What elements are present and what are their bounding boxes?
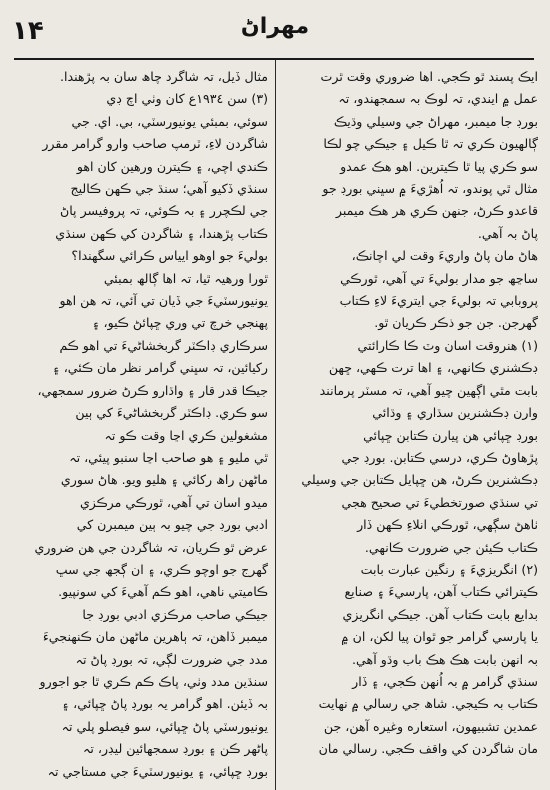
right-text-column [284, 66, 538, 790]
paragraph: (١) ھنروقت اسان وٽ ڪا ڪارائتي ڊڪشنري ڪانھي، ۽ اھا ترت ڪھي، ڇھن بابت مٿي اڳھين چيو آھي، تہ مسٽر پرمانند وارن ڊڪشنرين سڌاري ۽ وڌائي بورڊ ڇپائي ھن پيارن ڪتابن ڇپائي پڙھاوڻ ڪري، درسي ڪتابن. بورڊ جي ڊڪشنرين ڪرڻ، ھن ڇپايل ڪتابن جي وسيلي تي سنڌي صورتخطيءَ تي صحيح ھجي ٺاھڻ سڳھي، ٿورڪي انلاءِ ڪھن ڏار ڪتاب ڪيئن جي ضرورت ڪانھي. [301, 337, 538, 555]
paragraph: ايڪ پسند ٿو ڪجي. اھا ضروري وقت ٿرت عمل ۾ ايندي، تہ لوڪ بہ سمجھندو، تہ بورڊ جا ميمبر، مھراڻ جي وسيلي وڌيڪ ڳالھيون ڪري تہ ٿا ڪيل ۽ جيڪي چو لڪا سو ڪري پيا ٿا ڪيترين. اھو ھڪ عمدو مثال ٿي پوندو، تہ اُھڙيءَ ۾ سڀني بورڊ جو قاعدو ڪرڻ، جنھن ڪري ھر ھڪ ميمبر پاڻ بہ آھي. [320, 69, 538, 241]
paragraph: (٣) سن ١٩٣٤ع کان وٺي اچ ڊي سوئي، بمبئي يونيورسٽي، بي. اي. جي شاگردن لاءِ، ٽرمپ صاحب وارو گرامر مقرر ڪندي اچي، ۽ ڪيترن ورھين کان اھو سنڌي ڏکيو آھي؛ سنڌ جي ڪھن ڪاليج جي لڪچرر ۽ بہ ڪوئي، تہ پروفيسر پاڻ ڪتاب پڙھندا، ۽ شاگردن کي ڪھن سنڌي بوليءَ جو اوھو ايياس ڪرائي سگھندا؟ ٿورا ورھيہ ٿيا، تہ اھا ڳالھ بمبئي يونيورسٽيءَ جي ڏيان تي آئي، تہ ھن اھو پھنجي خرچ تي وري ڇپائڻ ڪيو، ۽ سرڪاري ڊاڪٽر گربخشاڻيءَ تي اھو ڪم رکيائين، تہ سڀني گرامر نظر مان ڪئي، ۽ جيڪا قدر قار ۽ واڌارو ڪرڻ ضرور سمجھي، سو ڪري. ڊاڪٽر گربخشاڻيءَ کي ٻين مشغولين ڪري اڃا وقت ڪو تہ ٿي مليو ۽ ھو صاحب اڃا سنبو پيئي، تہ ماڻھن راھ رکائي ۽ ھليو ويو. ھاڻ سوري ميدو اسان تي آھي، ٿورڪي مرڪزي ادبي بورڊ جي چيو بہ ٻين ميمبرن کي عرض ٿو ڪريان، تہ شاگردن جي ھن ضروري گھرج جو اوچو ڪري، ۽ ان ڳجھ جي سڀ ڪاميتي ناھي، اھو ڪم آھيءَ کي سونپيو. جيڪي صاحب مرڪزي ادبي بورڊ جا ميمبر ڏاھن، تہ ٻاھرين ماڻھن مان ڪنھنجيءَ مدد جي ضرورت لڳي، تہ بورڊ پاڻ تہ سنڌين مدد وٺي، پاڪ ڪم ڪري ٿا جو اجورو بہ ڏيئن. اھو گرامر يہ بورڊ پاڻ ڇپائي، ۽ يونيورسٽي پاڻ ڇپائي، سو فيصلو پلي تہ پاڻھر ڪن ۽ بورڊ سمجھائين ليڊر، تہ بورڊ ڇپائي، ۽ يونيورسٽيءَ جي مستاجي تہ [34, 91, 268, 779]
left-text-column [12, 66, 268, 790]
paragraph: ھاڻ مان پاڻ واريءَ وقت لي اچانڪ، ساڃھ جو مدار بوليءَ تي آھي، ٿورڪي پروبابي تہ بوليءَ جي ايتريءَ لاءِ ڪتاب گھرجن. جن جو ذڪر ڪريان ٿو. [339, 248, 538, 331]
running-title: مھراڻ [240, 14, 310, 39]
header-rule [14, 58, 534, 60]
page-number: ١۴ [12, 16, 44, 46]
paragraph: (٢) انگريزيءَ ۽ رنگين عبارت بابت ڪيترائي ڪتاب آھن، پارسيءَ ۽ صنايع بدايع بابت ڪتاب آھن. جيڪي انگريزي يا پارسي گرامر جو ٿوان پيا لکن، ان ۾ بہ انھن بابت ھڪ ھڪ باب وڌو آھي. سنڌي گرامر ۾ بہ اُنھن ڪجي، ۽ ڏار ڪتاب بہ ڪيجي. شاھ جي رسالي ۾ نھايت عمدين تشبيھون، استعاره وغيره آھن، جن مان شاگردن کي واقف ڪجي. رسالي مان [318, 561, 538, 757]
paragraph: مثال ڏيل، تہ شاگرد چاھ سان بہ پڙھندا. [59, 69, 268, 84]
page-header [0, 0, 550, 58]
column-divider [275, 60, 276, 790]
